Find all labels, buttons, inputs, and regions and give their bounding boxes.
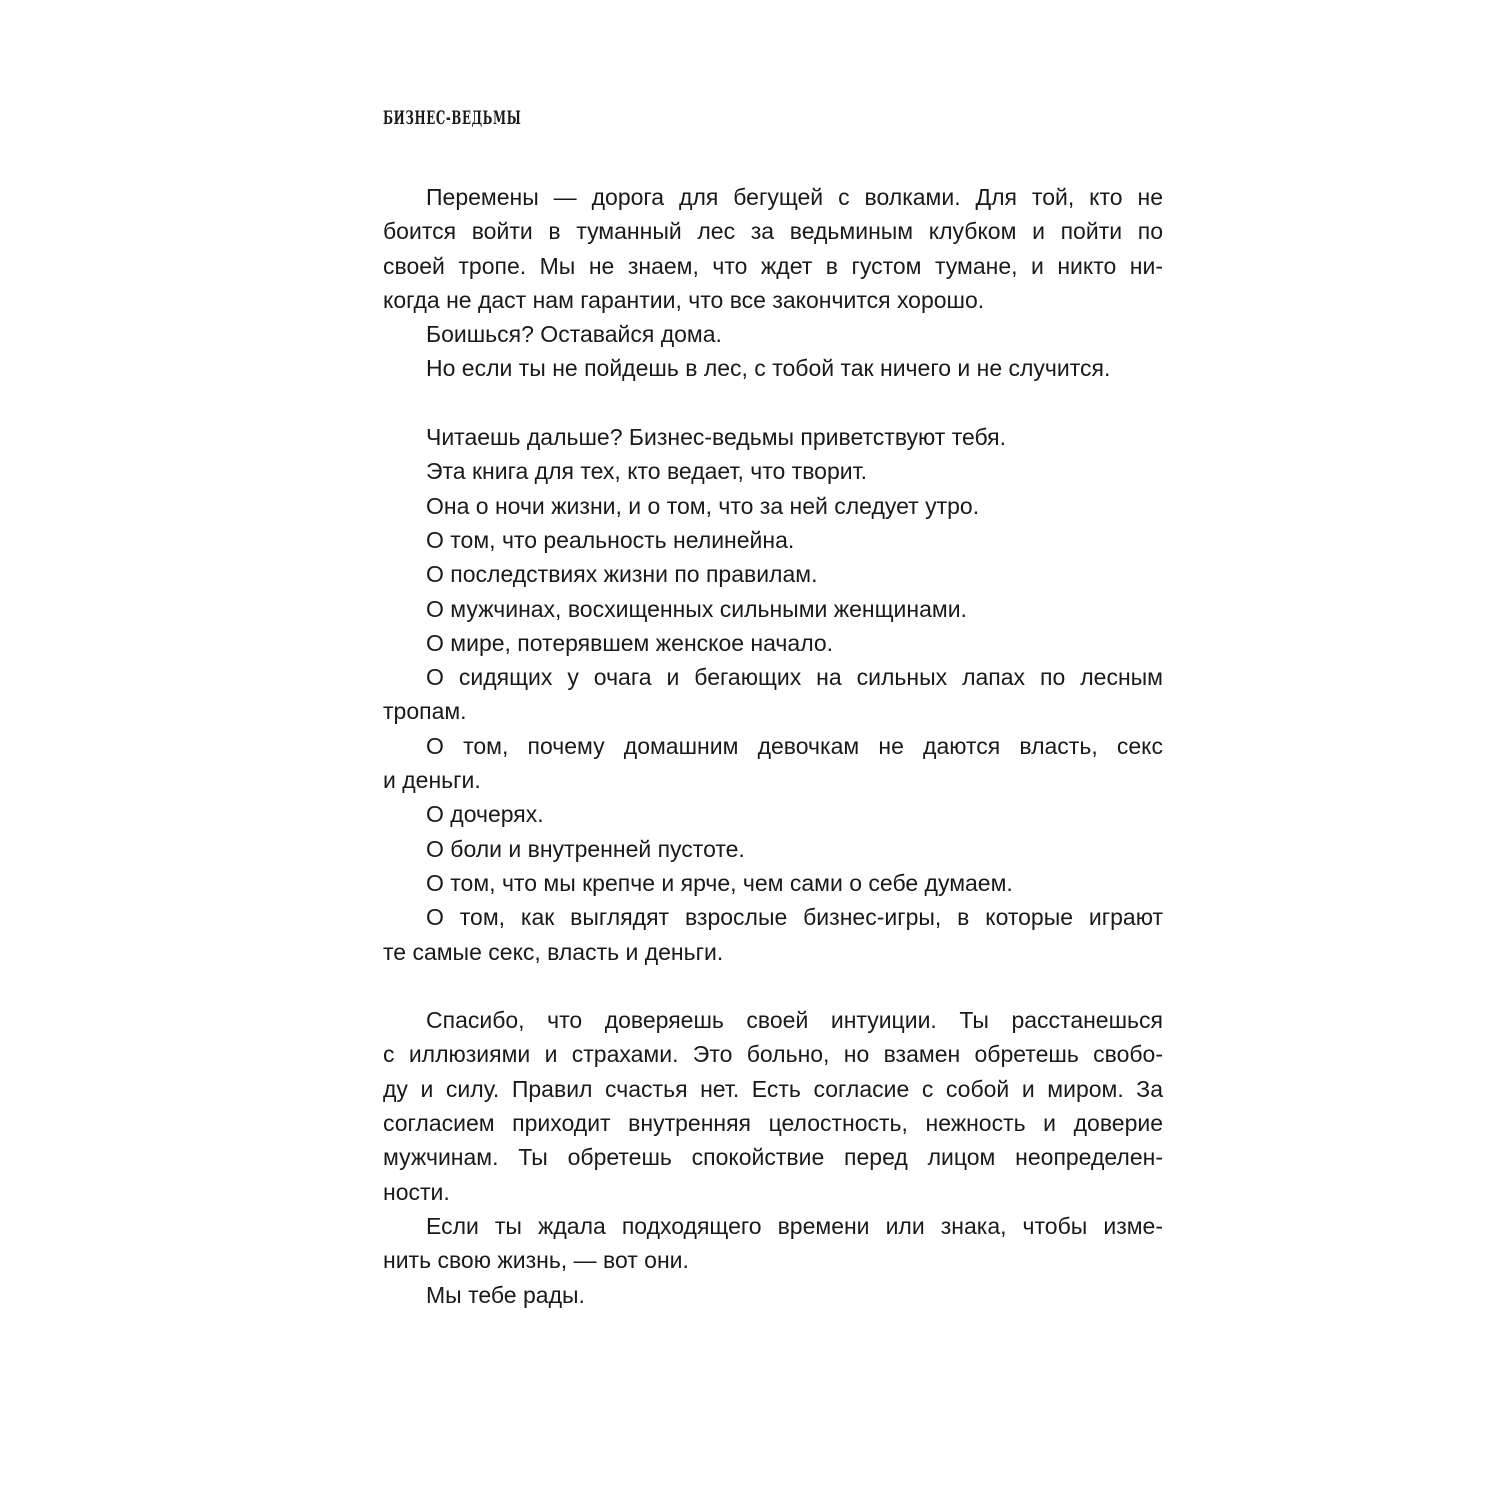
text-line: с иллюзиями и страхами. Это больно, но взамен обретешь свобо- [383,1041,1163,1068]
text-line: О мужчинах, восхищенных сильными женщинами. [426,595,967,622]
text-line: О том, что мы крепче и ярче, чем сами о себе думаем. [426,869,1013,896]
text-line: О том, почему домашним девочкам не даются власть, секс [426,732,1163,759]
text-line: Но если ты не пойдешь в лес, с тобой так ничего и не случится. [426,355,1111,382]
text-line: Если ты ждала подходящего времени или знака, чтобы изме- [426,1212,1163,1239]
paragraph-gap [383,386,1163,420]
text-line: О дочерях. [426,801,544,828]
running-head: БИЗНЕС-ВЕДЬМЫ [383,107,522,129]
text-line: и деньги. [383,767,481,794]
text-line: нить свою жизнь, — вот они. [383,1247,689,1274]
text-line: О мире, потерявшем женское начало. [426,629,834,656]
text-line: Эта книга для тех, кто ведает, что творит. [426,458,867,485]
text-line: О боли и внутренней пустоте. [426,835,745,862]
text-line: те самые секс, власть и деньги. [383,938,724,965]
text-line: Спасибо, что доверяешь своей интуиции. Ты расстанешься [426,1007,1163,1034]
text-line: О сидящих у очага и бегающих на сильных лапах по лесным [426,664,1163,691]
body-text [383,180,1163,1312]
text-line: своей тропе. Мы не знаем, что ждет в густом тумане, и никто ни- [383,252,1163,279]
text-line: Она о ночи жизни, и о том, что за ней следует утро. [426,492,980,519]
text-line: когда не даст нам гарантии, что все закончится хорошо. [383,286,985,313]
text-line: О том, как выглядят взрослые бизнес-игры, в которые играют [426,904,1163,931]
text-line: мужчинам. Ты обретешь спокойствие перед лицом неопределен- [383,1144,1163,1171]
text-line: Перемены — дорога для бегущей с волками. Для той, кто не [426,184,1163,210]
text-line: О последствиях жизни по правилам. [426,561,818,588]
text-line: тропам. [383,698,467,725]
text-line: О том, что реальность нелинейна. [426,526,795,553]
text-line: Читаешь дальше? Бизнес-ведьмы приветствуют тебя. [426,424,1007,451]
paragraph-gap [383,969,1163,1003]
text-line: согласием приходит внутренняя целостность, нежность и доверие [383,1110,1163,1137]
text-line: Боишься? Оставайся дома. [426,321,722,348]
text-line: ду и силу. Правил счастья нет. Есть согласие с собой и миром. За [383,1075,1163,1102]
text-line: Мы тебе рады. [426,1281,585,1308]
text-line: ности. [383,1178,450,1205]
text-line: боится войти в туманный лес за ведьминым клубком и пойти по [383,218,1163,245]
